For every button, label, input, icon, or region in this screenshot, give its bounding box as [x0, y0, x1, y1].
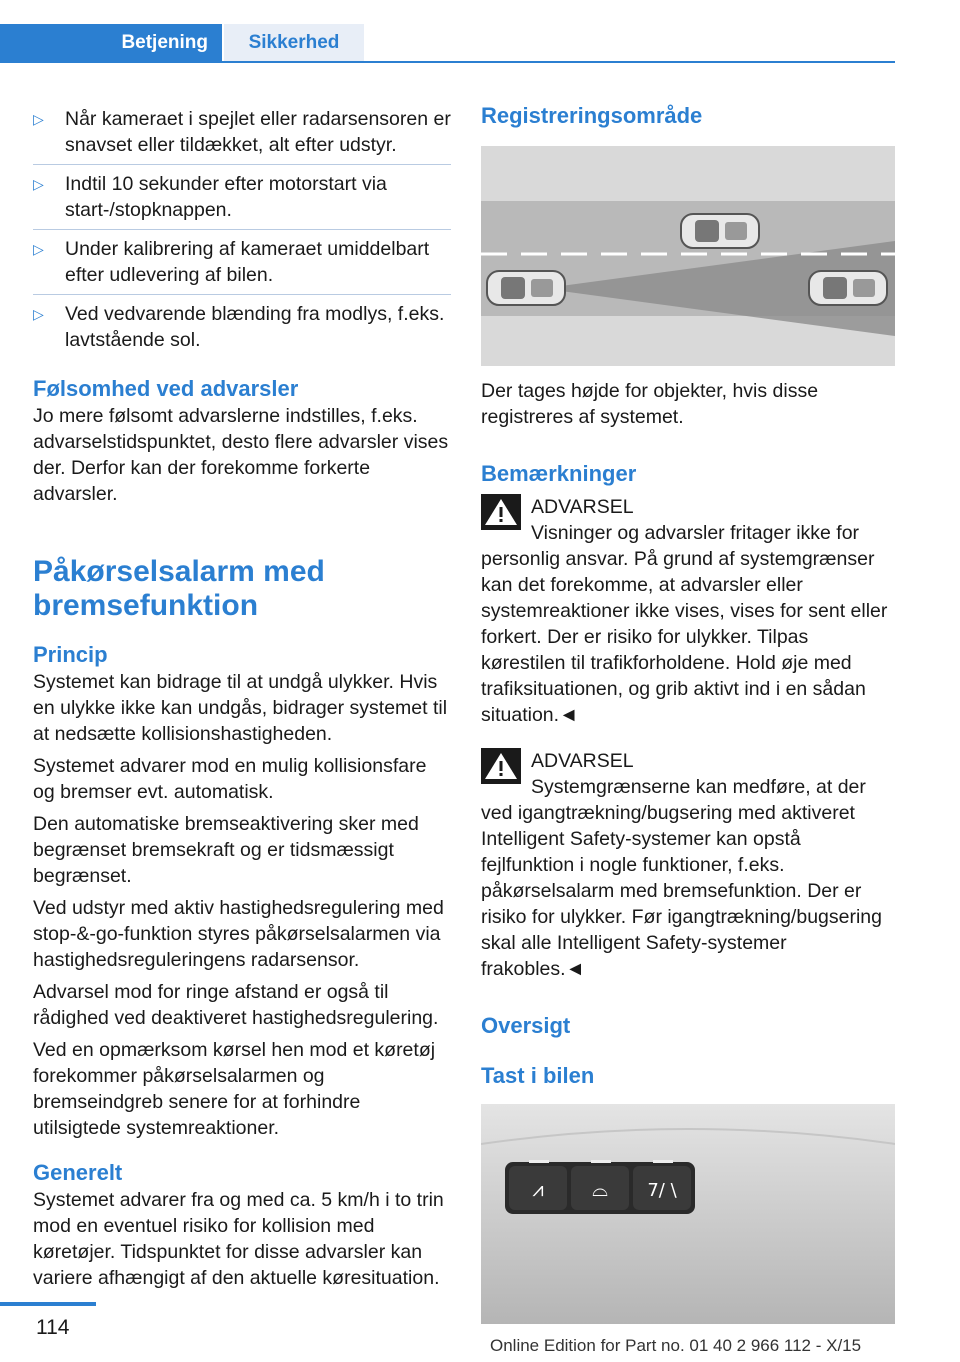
overview-heading: Oversigt — [481, 1013, 571, 1038]
list-item — [33, 230, 451, 295]
list-item-text: Når kameraet i spejlet eller radarsensoren er snavset eller tildækket, alt efter udstyr. — [65, 108, 451, 156]
svg-text:⌓: ⌓ — [592, 1177, 608, 1201]
triangle-bullet-icon: ▷ — [33, 111, 44, 127]
principle-paragraph: Ved udstyr med aktiv hastighedsregulering med stop-&-go-funktion styres påkørselsalarmen via hastighedsreguleringens radarsensor. — [33, 897, 444, 971]
limitations-list — [33, 100, 451, 359]
list-item-text: Under kalibrering af kameraet umiddelbart efter udlevering af bilen. — [65, 238, 430, 286]
warning-title: ADVARSEL — [531, 750, 634, 772]
list-item — [33, 165, 451, 230]
sensitivity-text: Jo mere følsomt advarslerne indstilles, f.eks. advarselstidspunktet, desto flere advarsler vises der. Derfor kan der forekomme forkerte advarsler. — [33, 405, 449, 505]
principle-paragraph: Advarsel mod for ringe afstand er også til rådighed ved deaktiveret hastighedsregulering. — [33, 981, 439, 1029]
list-item — [33, 295, 451, 359]
triangle-bullet-icon: ▷ — [33, 241, 44, 257]
general-heading: Generelt — [33, 1160, 123, 1185]
road-diagram-icon — [481, 146, 895, 366]
svg-text:⩘: ⩘ — [532, 1177, 544, 1201]
tab-betjening[interactable]: Betjening — [0, 24, 222, 61]
list-item-text: Indtil 10 sekunder efter motorstart via start-/stopknappen. — [65, 173, 387, 221]
warning-block — [481, 494, 895, 728]
triangle-bullet-icon: ▷ — [33, 306, 44, 322]
list-item-text: Ved vedvarende blænding fra modlys, f.eks. lavtstående sol. — [65, 303, 445, 351]
warning-triangle-icon — [481, 748, 521, 784]
warning-triangle-icon — [481, 494, 521, 530]
principle-paragraph: Systemet advarer mod en mulig kollisionsfare og bremser evt. automatisk. — [33, 755, 427, 803]
button-heading: Tast i bilen — [481, 1063, 595, 1088]
section-title: Påkørselsalarm med bremsefunktion — [33, 555, 325, 622]
principle-paragraph: Ved en opmærksom kørsel hen mod et køretøj forekommer påkørselsalarmen og bremseindgreb senere for at forhindre utilsigtede systemreaktioner. — [33, 1039, 436, 1139]
buttons-illustration — [481, 1104, 895, 1324]
page-number: 114 — [36, 1316, 70, 1339]
principle-heading: Princip — [33, 642, 108, 667]
notes-heading: Bemærkninger — [481, 461, 637, 486]
sensitivity-heading: Følsomhed ved advarsler — [33, 376, 299, 401]
tab-bar — [0, 0, 895, 62]
detection-heading: Registreringsområde — [481, 103, 703, 128]
list-item — [33, 100, 451, 165]
tab-sikkerhed[interactable]: Sikkerhed — [224, 24, 364, 61]
principle-paragraph: Systemet kan bidrage til at undgå ulykker. Hvis en ulykke ikke kan undgås, bidrager systemet til at nedsætte kollisionshastigheden. — [33, 671, 448, 745]
warning-block — [481, 748, 895, 982]
detection-caption: Der tages højde for objekter, hvis disse registreres af systemet. — [481, 380, 819, 428]
svg-text:7/ \: 7/ \ — [647, 1180, 677, 1201]
footer-rule — [0, 1302, 96, 1306]
detection-area-illustration — [481, 146, 895, 366]
principle-paragraph: Den automatiske bremseaktivering sker med begrænset bremsekraft og er tidsmæssigt begrænset. — [33, 813, 419, 887]
warning-text: Visninger og advarsler fritager ikke for personlig ansvar. På grund af systemgrænser kan det forekomme, at advarsler eller systemreaktioner ikke vises, vises for sent eller forkert. Der er risiko for ulykker. Tilpas kørestilen til trafikforholdene. Hold øje med trafiksituationen, og grib aktivt ind i en sådan situation.◄ — [481, 522, 888, 726]
left-column — [33, 100, 451, 1291]
tab-divider — [0, 61, 895, 63]
console-buttons-icon — [481, 1104, 895, 1324]
warning-title: ADVARSEL — [531, 496, 634, 518]
general-text: Systemet advarer fra og med ca. 5 km/h i to trin mod en eventuel risiko for kollision med køretøjer. Tidspunktet for disse advarsler kan variere afhængigt af den aktuelle køresituation. — [33, 1189, 444, 1289]
right-column — [481, 100, 895, 1324]
edition-text: Online Edition for Part no. 01 40 2 966 112 - X/15 — [490, 1336, 862, 1355]
triangle-bullet-icon: ▷ — [33, 176, 44, 192]
warning-text: Systemgrænserne kan medføre, at der ved igangtrækning/bugsering med aktiveret Intelligent Safety-systemer kan opstå fejlfunktion i nogle funktioner, f.eks. påkørselsalarm med bremsefunktion. Der er risiko for ulykker. Før igangtrækning/bugsering skal alle Intelligent Safety-systemer frakobles.◄ — [481, 776, 882, 980]
